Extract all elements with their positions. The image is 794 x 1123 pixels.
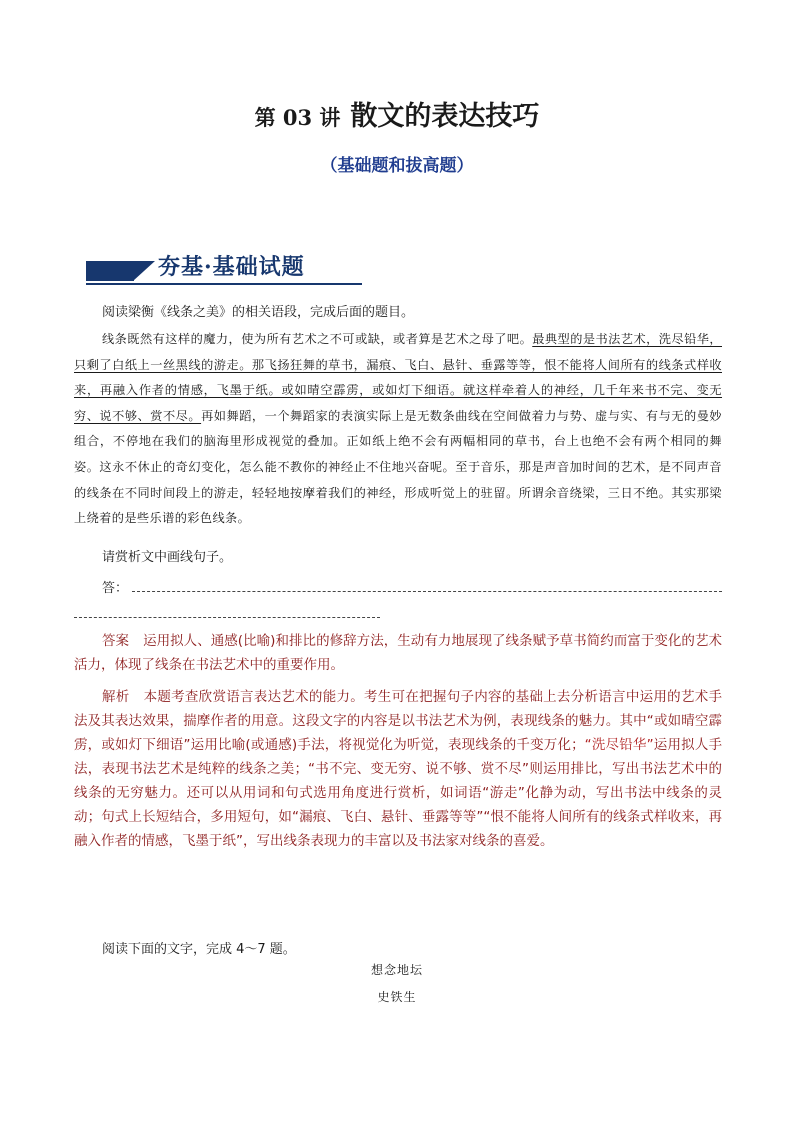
analysis (74, 685, 722, 853)
answer-blank-line-2 (74, 617, 380, 618)
article-author: 史铁生 (377, 990, 417, 1004)
answer-label: 答： (102, 581, 129, 596)
underlined-sentence-2: 就这样牵着人的神经，几千年来书不完、变无穷、说不够、赏不尽。 (74, 383, 723, 423)
reading-instruction: 阅读梁衡《线条之美》的相关语段，完成后面的题目。 (102, 305, 415, 320)
article-title: 想念地坛 (370, 963, 423, 977)
analysis-text-1: 本题考查欣赏语言表达艺术的能力。考生可在把握句子内容的基础上去分析语言中运用的艺术手法及其表达效果，揣摩作者的用意。这段文字的内容是以书法艺术为例，表现线条的魅力。其中“或如晴空霹雳，或如灯下细语”运用比喻(或通感)手法，将视觉化为听觉，表现线条的千变万化； (74, 689, 723, 753)
passage-text-1: 线条既然有这样的魔力，使为所有艺术之不可或缺，或者算是艺术之母了吧。 (102, 332, 533, 346)
banner-bar-icon (86, 261, 134, 281)
banner-underline (86, 283, 362, 285)
section-banner (86, 251, 362, 287)
page-subtitle: （基础题和拔高题） (320, 156, 474, 176)
page-title (0, 100, 794, 135)
reading-passage (74, 327, 722, 532)
banner-wedge-icon (133, 261, 155, 281)
answer-text: 运用拟人、通感(比喻)和排比的修辞方法，生动有力地展现了线条赋予草书简约而富于变化的艺术活力，体现了线条在书法艺术中的重要作用。 (74, 633, 722, 673)
answer-blank-line-1 (132, 591, 722, 592)
analysis-text-2: 运用拟人手法，表现书法艺术是纯粹的线条之美；“书不完、变无穷、说不够、赏不尽”则运用排比，写出书法艺术中的线条的无穷魅力。还可以从用词和句式选用角度进行赏析，如词语“游走”化静为动，写出书法中线条的灵动；句式上长短结合，多用短句，如“漏痕、飞白、悬针、垂露等等”“恨不能将人间所有的线条式样收来，再融入作者的情感，飞墨于纸”，写出线条表现力的丰富以及书法家对线条的喜爱。 (74, 737, 723, 849)
lesson-number: 第 03 讲 (254, 105, 341, 130)
passage-text-2: 再如舞蹈，一个舞蹈家的表演实际上是无数条曲线在空间做着力与势、虚与实、有与无的曼妙组合，不停地在我们的脑海里形成视觉的叠加。正如纸上绝不会有两幅相同的草书，台上也绝不会有两个相同的舞姿。这永不休止的奇幻变化，怎么能不教你的神经止不住地兴奋呢。至于音乐，那是声音加时间的艺术，是不同声音的线条在不同时间段上的游走，轻轻地按摩着我们的神经，形成听觉上的驻留。所谓余音绕梁，三日不绝。其实那梁上绕着的是些乐谱的彩色线条。 (74, 408, 723, 526)
lesson-title: 散文的表达技巧 (350, 101, 540, 132)
answer-key (74, 630, 722, 677)
next-reading-instruction: 阅读下面的文字，完成 4～7 题。 (102, 942, 296, 957)
question-prompt: 请赏析文中画线句子。 (102, 550, 233, 565)
analysis-quote: “洗尽铅华” (584, 737, 654, 753)
section-heading: 夯基·基础试题 (158, 254, 305, 280)
answer-tag: 答案 (102, 633, 130, 649)
underlined-sentence-1: 最典型的是书法艺术，洗尽铅华，只剩了白纸上一丝黑线的游走。那飞扬狂舞的草书，漏痕、飞白、悬针、垂露等等，恨不能将人间所有的线条式样收来，再融入作者的情感，飞墨于纸。或如晴空霹雳，或如灯下细语。 (74, 332, 722, 398)
analysis-tag: 解析 (102, 689, 130, 705)
